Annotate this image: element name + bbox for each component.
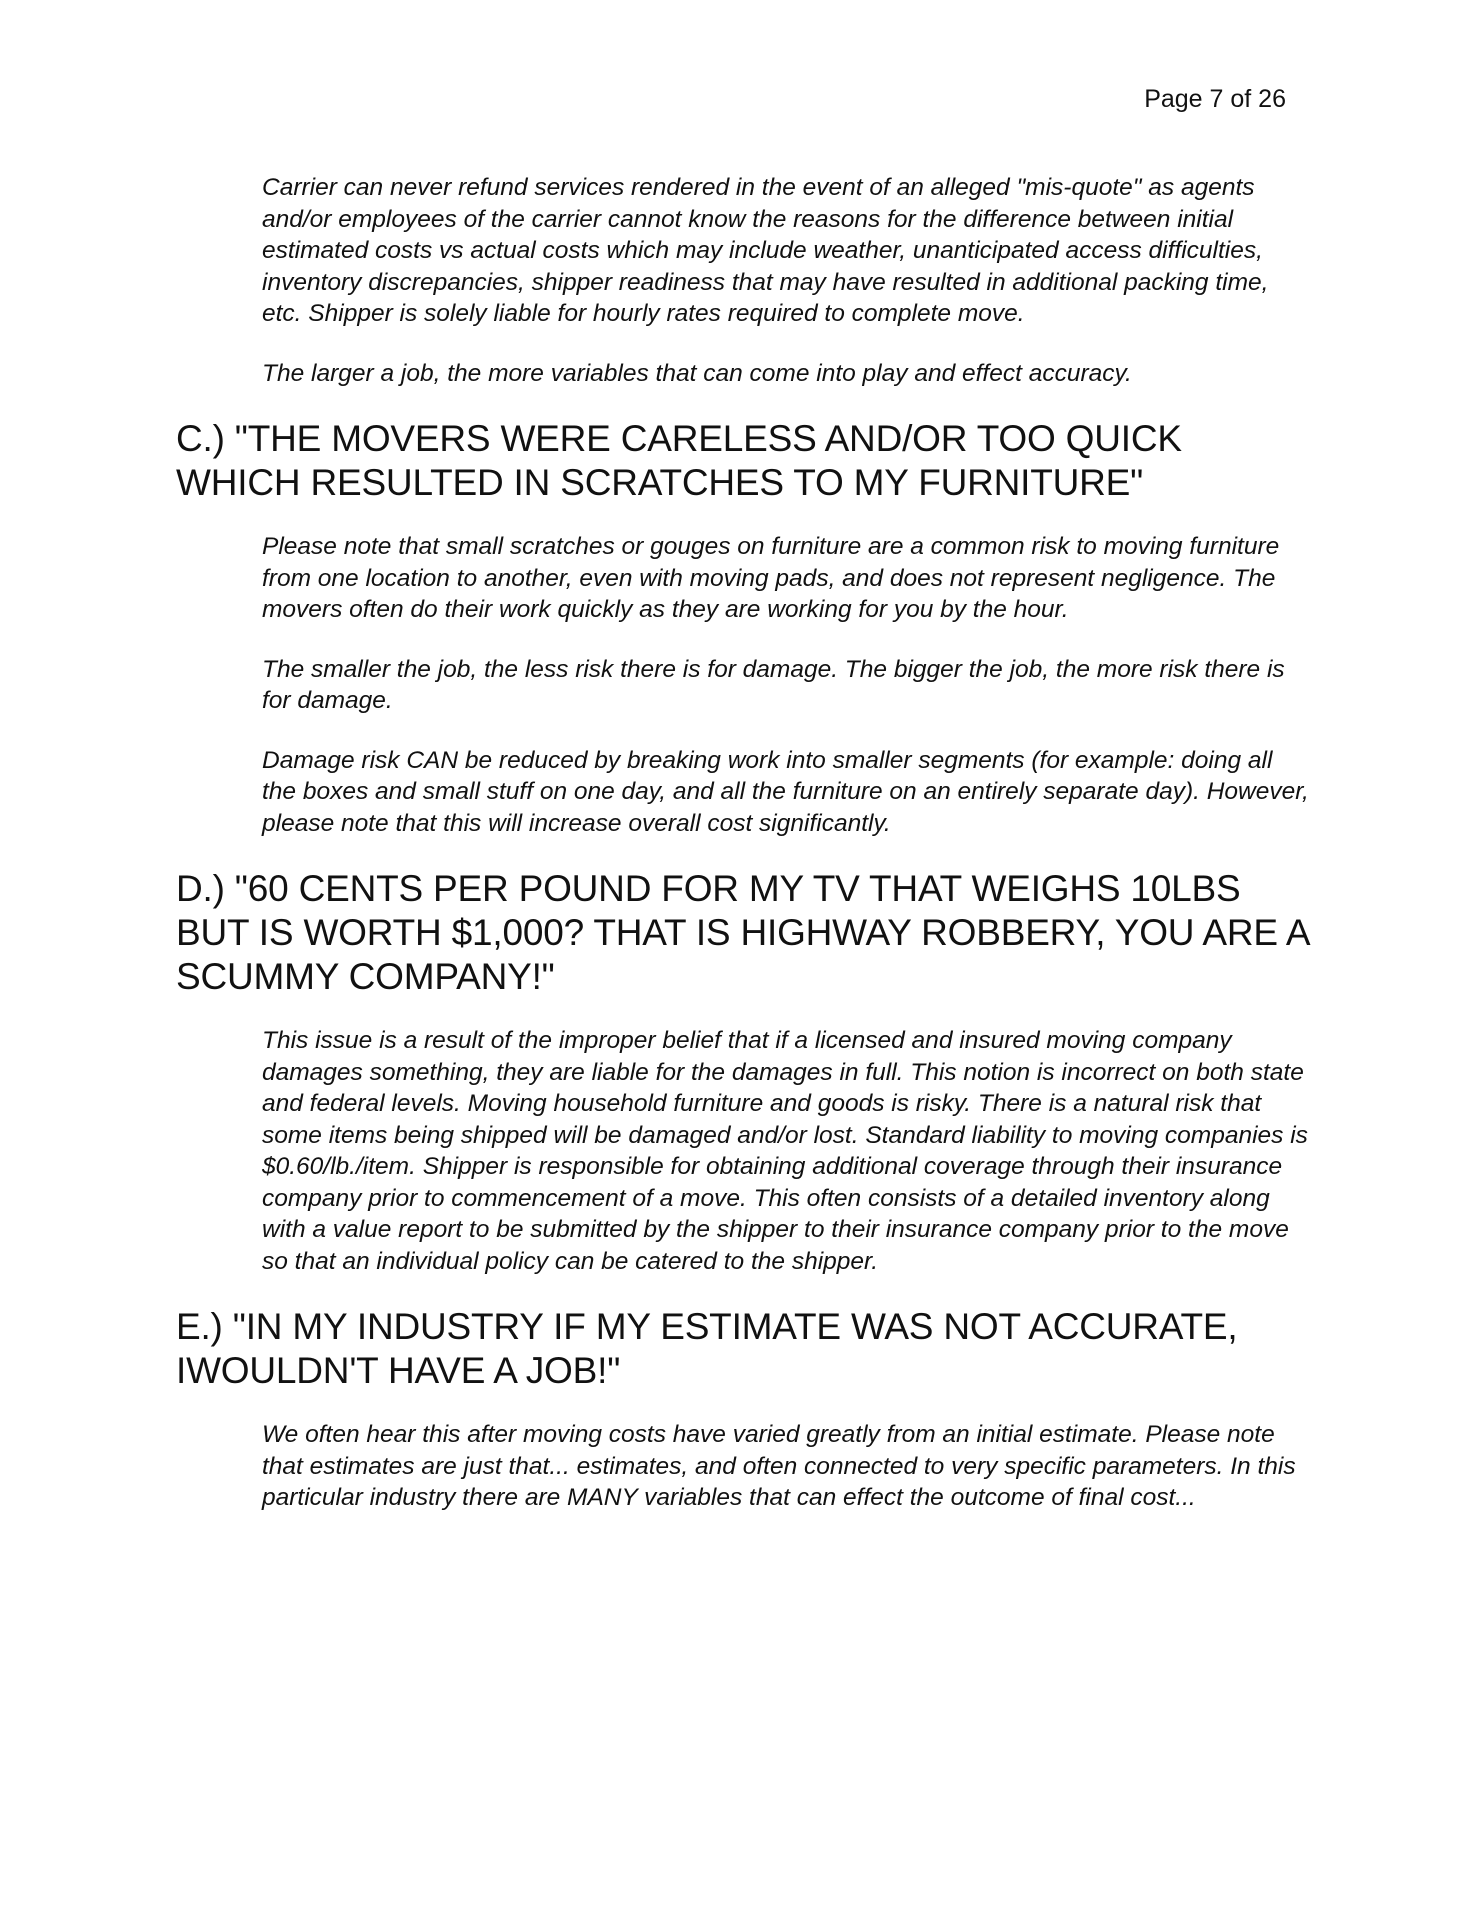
intro-paragraph-1: Carrier can never refund services rendered in the event of an alleged "mis-quote" as agents and/or employees of the carrier cannot know the reasons for the difference between initial estimated costs vs actual costs which may include weather, unanticipated access difficulties, inventory discrepancies, shipper readiness that may have resulted in additional packing time, etc. Shipper is solely liable for hourly rates required to complete move. xyxy=(262,174,1269,327)
section-e-paragraph-1: We often hear this after moving costs have varied greatly from an initial estimate. Please note that estimates are just that... estimates, and often connected to very specific parameters. In this particular industry there are MANY variables that can effect the outcome of final cost... xyxy=(262,1421,1296,1511)
page-number: Page 7 of 26 xyxy=(1144,85,1286,113)
section-e-heading: E.) "IN MY INDUSTRY IF MY ESTIMATE WAS NOT ACCURATE, IWOULDN'T HAVE A JOB!" xyxy=(176,1306,1238,1391)
section-c-heading: C.) "THE MOVERS WERE CARELESS AND/OR TOO QUICK WHICH RESULTED IN SCRATCHES TO MY FURNITURE" xyxy=(176,418,1182,503)
intro-paragraph-2: The larger a job, the more variables that can come into play and effect accuracy. xyxy=(262,359,1132,387)
section-c-paragraph-2: The smaller the job, the less risk there is for damage. The bigger the job, the more risk there is for damage. xyxy=(262,655,1285,714)
section-d-paragraph-1: This issue is a result of the improper belief that if a licensed and insured moving company damages something, they are liable for the damages in full. This notion is incorrect on both state and federal levels. Moving household furniture and goods is risky. There is a natural risk that some items being shipped will be damaged and/or lost. Standard liability to moving companies is $0.60/lb./item. Shipper is responsible for obtaining additional coverage through their insurance company prior to commencement of a move. This often consists of a detailed inventory along with a value report to be submitted by the shipper to their insurance company prior to the move so that an individual policy can be catered to the shipper. xyxy=(262,1027,1308,1275)
section-d-heading: D.) "60 CENTS PER POUND FOR MY TV THAT WEIGHS 10LBS BUT IS WORTH $1,000? THAT IS HIGHWAY ROBBERY, YOU ARE A SCUMMY COMPANY!" xyxy=(176,868,1309,997)
document-body xyxy=(176,172,1316,1542)
section-c-paragraph-1: Please note that small scratches or gouges on furniture are a common risk to moving furniture from one location to another, even with moving pads, and does not represent negligence. The movers often do their work quickly as they are working for you by the hour. xyxy=(262,533,1280,623)
section-c-paragraph-3: Damage risk CAN be reduced by breaking work into smaller segments (for example: doing all the boxes and small stuff on one day, and all the furniture on an entirely separate day). However, please note that this will increase overall cost significantly. xyxy=(262,746,1309,837)
